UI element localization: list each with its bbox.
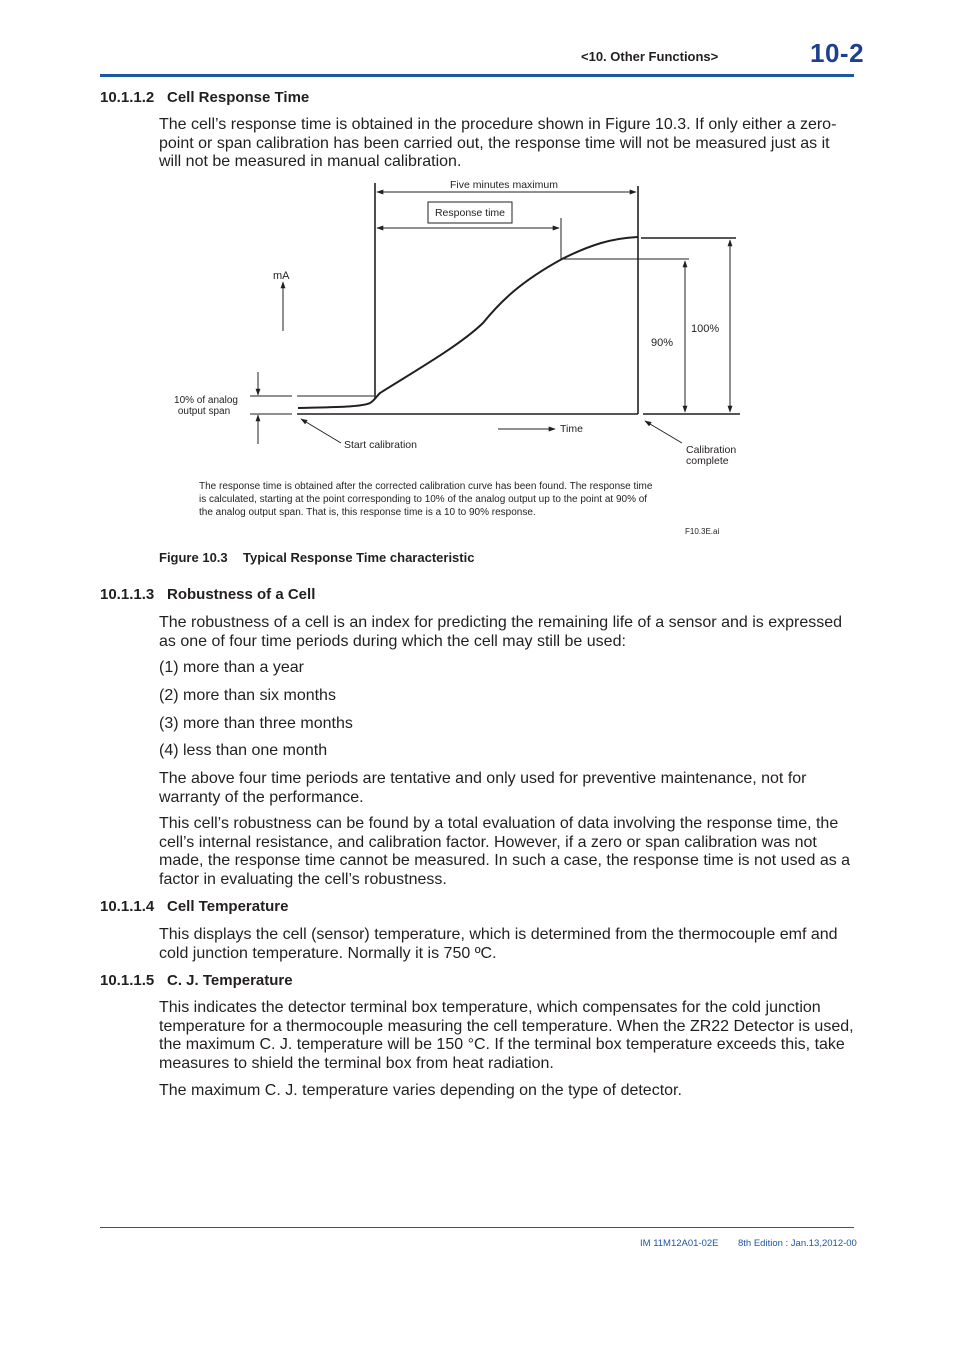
hundred-percent-label: 100% bbox=[691, 323, 720, 335]
paragraph-tentative: The above four time periods are tentative and only used for preventive maintenance, not for warranty of the performance. bbox=[159, 770, 807, 806]
heading-cj-temperature bbox=[100, 972, 293, 989]
footer-document-id: IM 11M12A01-02E bbox=[640, 1238, 719, 1249]
ten-percent-label-line1: 10% of analog bbox=[174, 395, 238, 406]
heading-cell-temperature bbox=[100, 898, 288, 915]
calibration-complete-arrow bbox=[645, 421, 682, 443]
paragraph-robustness-evaluation: This cell’s robustness can be found by a total evaluation of data involving the response time, the cell’s internal resistance, and calibration factor. However, if a zero or span calibration was not made, the response time cannot be measured. In such a case, the response time is not used as a factor in evaluating the cell’s robustness. bbox=[159, 815, 851, 888]
paragraph-cell-temperature: This displays the cell (sensor) temperature, which is determined from the thermocouple emf and cold junction temperature. Normally it is 750 ºC. bbox=[159, 926, 838, 962]
figure-caption-title: Typical Response Time characteristic bbox=[243, 550, 475, 565]
footer-rule bbox=[100, 1227, 854, 1228]
start-calibration-arrow bbox=[301, 419, 341, 443]
heading-number: 10.1.1.3 bbox=[100, 586, 155, 603]
paragraph-response-time: The cell’s response time is obtained in the procedure shown in Figure 10.3. If only either a zero-point or span calibration has been carried out, the response time will not be measured just as it will not be measured in manual calibration. bbox=[159, 116, 837, 170]
list-item: (1) more than a year bbox=[159, 659, 304, 676]
time-label: Time bbox=[560, 423, 583, 435]
figure-note-line1: The response time is obtained after the corrected calibration curve has been found. The response time bbox=[199, 481, 653, 492]
heading-robustness bbox=[100, 586, 315, 603]
figure-note-line3: the analog output span. That is, this response time is a 10 to 90% response. bbox=[199, 507, 536, 518]
heading-title: Cell Response Time bbox=[167, 89, 310, 106]
ninety-percent-label: 90% bbox=[651, 337, 674, 349]
response-time-label: Response time bbox=[434, 207, 506, 219]
ma-label: mA bbox=[273, 270, 290, 282]
header-section-title: <10. Other Functions> bbox=[581, 49, 719, 64]
calibration-complete-label-line1: Calibration bbox=[686, 444, 737, 456]
heading-number: 10.1.1.2 bbox=[100, 89, 155, 106]
heading-number: 10.1.1.4 bbox=[100, 898, 155, 915]
ten-percent-label-line2: output span bbox=[177, 406, 231, 417]
figure-file-id: F10.3E.ai bbox=[685, 527, 720, 536]
five-minutes-label: Five minutes maximum bbox=[450, 179, 558, 191]
heading-title: C. J. Temperature bbox=[167, 972, 293, 989]
paragraph-robustness-intro: The robustness of a cell is an index for predicting the remaining life of a sensor and is expressed as one of four time periods during which the cell may still be used: bbox=[159, 614, 843, 650]
heading-title: Cell Temperature bbox=[167, 898, 289, 915]
paragraph-cj-temperature: This indicates the detector terminal box temperature, which compensates for the cold junction temperature for a thermocouple measuring the cell temperature. When the ZR22 Detector is used, the maximum C. J. temperature will be 150 °C. If the terminal box temperature exceeds this, take measures to shield the terminal box from heat radiation. bbox=[159, 999, 854, 1072]
response-curve bbox=[298, 237, 638, 408]
calibration-complete-label-line2: complete bbox=[686, 455, 729, 467]
paragraph-cj-max: The maximum C. J. temperature varies depending on the type of detector. bbox=[159, 1082, 682, 1099]
header-page-number: 10-2 bbox=[810, 38, 865, 68]
figure-note-line2: is calculated, starting at the point corresponding to 10% of the analog output up to the point at 90% of bbox=[199, 494, 648, 505]
response-time-figure bbox=[0, 0, 954, 545]
heading-number: 10.1.1.5 bbox=[100, 972, 155, 989]
start-calibration-label: Start calibration bbox=[344, 439, 417, 451]
figure-caption bbox=[159, 550, 474, 565]
figure-caption-number: Figure 10.3 bbox=[159, 550, 228, 565]
list-item: (2) more than six months bbox=[159, 687, 336, 704]
list-item: (4) less than one month bbox=[159, 742, 328, 759]
footer-edition: 8th Edition : Jan.13,2012-00 bbox=[738, 1238, 857, 1249]
heading-title: Robustness of a Cell bbox=[167, 586, 316, 603]
list-item: (3) more than three months bbox=[159, 715, 353, 732]
